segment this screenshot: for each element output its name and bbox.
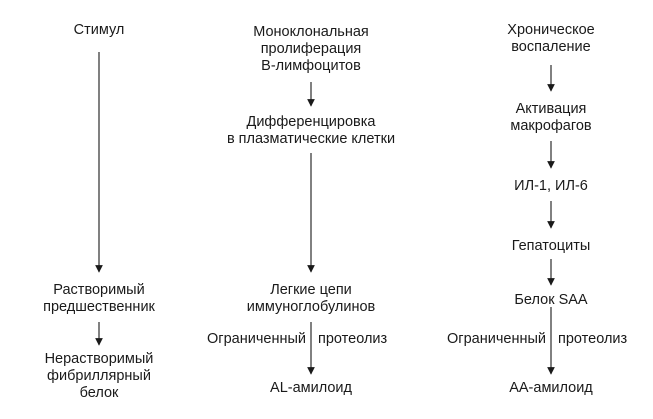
node-chronic-inflammation: Хроническое воспаление bbox=[507, 22, 595, 55]
node-plasma-cell-differentiation: Дифференцировка в плазматические клетки bbox=[226, 114, 396, 147]
node-stimulus: Стимул bbox=[73, 22, 125, 38]
node-monoclonal-proliferation: Моноклональная пролиферация B-лимфоцитов bbox=[253, 24, 369, 74]
node-il1-il6: ИЛ-1, ИЛ-6 bbox=[514, 178, 588, 194]
node-light-chains: Легкие цепи иммуноглобулинов bbox=[246, 282, 376, 315]
node-hepatocytes: Гепатоциты bbox=[511, 238, 591, 254]
node-saa-protein: Белок SAA bbox=[514, 292, 588, 308]
label-proteolysis-aa: протеолиз bbox=[558, 331, 628, 347]
node-soluble-precursor: Растворимый предшественник bbox=[43, 282, 155, 315]
label-limited-left-aa: Ограниченный bbox=[447, 331, 546, 347]
node-al-amyloid: AL-амилоид bbox=[270, 380, 352, 396]
node-macrophage-activation: Активация макрофагов bbox=[510, 101, 592, 134]
label-proteolysis-al: протеолиз bbox=[318, 331, 388, 347]
node-aa-amyloid: AA-амилоид bbox=[509, 380, 593, 396]
label-limited-left-al: Ограниченный bbox=[207, 331, 306, 347]
node-insoluble-fibrillar-protein: Нерастворимый фибриллярный белок bbox=[44, 351, 154, 401]
